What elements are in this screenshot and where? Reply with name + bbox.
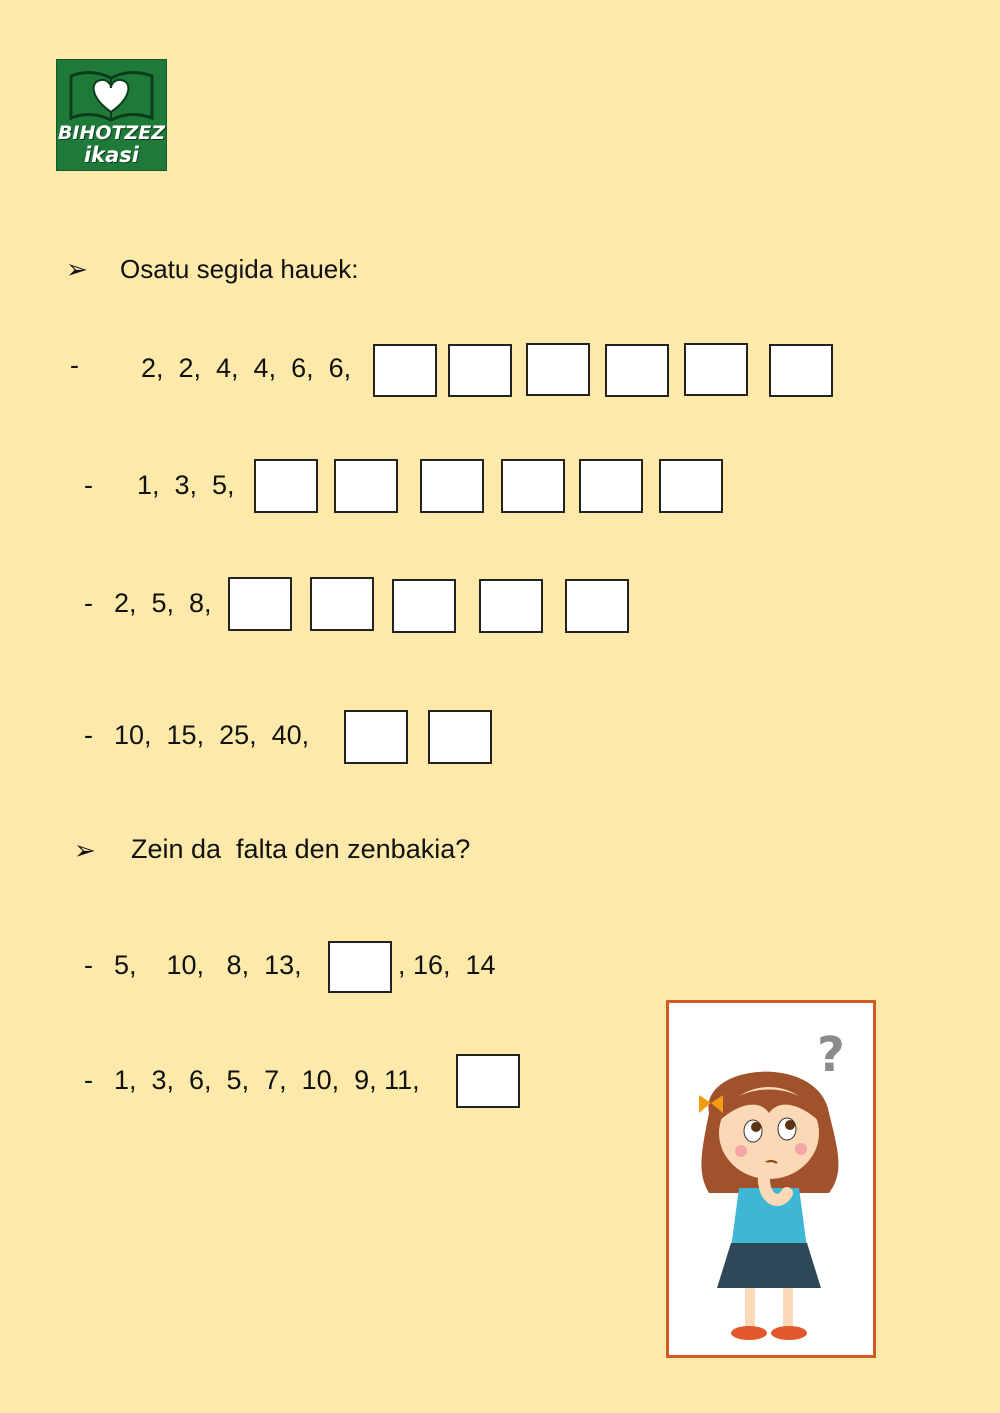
answer-box[interactable] (605, 344, 669, 397)
answer-box[interactable] (526, 343, 590, 396)
answer-box[interactable] (479, 579, 543, 633)
missing-sequence-text-1a: 5, 10, 8, 13, (114, 950, 302, 980)
section-heading-missing-number: Zein da falta den zenbakia? (131, 834, 471, 864)
answer-box[interactable] (254, 459, 318, 513)
answer-box[interactable] (769, 344, 833, 397)
answer-box[interactable] (684, 343, 748, 396)
row-dash: - (84, 950, 93, 980)
bullet-arrow-icon: ➢ (74, 835, 96, 865)
answer-box[interactable] (373, 344, 437, 397)
sequence-text-2: 1, 3, 5, (137, 470, 235, 500)
answer-box[interactable] (328, 941, 392, 993)
thinking-girl-illustration (666, 1000, 876, 1358)
answer-box[interactable] (428, 710, 492, 764)
answer-box[interactable] (659, 459, 723, 513)
missing-sequence-text-2: 1, 3, 6, 5, 7, 10, 9, 11, (114, 1065, 420, 1095)
row-dash: - (84, 1065, 93, 1095)
answer-box[interactable] (392, 579, 456, 633)
row-dash: - (70, 350, 79, 380)
answer-box[interactable] (344, 710, 408, 764)
bullet-arrow-icon: ➢ (66, 254, 88, 284)
answer-box[interactable] (501, 459, 565, 513)
answer-box[interactable] (334, 459, 398, 513)
missing-sequence-text-1b: , 16, 14 (398, 950, 496, 980)
sequence-text-3: 2, 5, 8, (114, 588, 212, 618)
answer-box[interactable] (565, 579, 629, 633)
row-dash: - (84, 470, 93, 500)
answer-box[interactable] (456, 1054, 520, 1108)
answer-box[interactable] (420, 459, 484, 513)
row-dash: - (84, 588, 93, 618)
logo-text-line1: BIHOTZEZ (57, 122, 166, 144)
logo-text-line2: ikasi (83, 143, 140, 167)
answer-box[interactable] (310, 577, 374, 631)
sequence-text-1: 2, 2, 4, 4, 6, 6, (141, 353, 352, 383)
section-heading-complete-sequences: Osatu segida hauek: (120, 254, 359, 284)
row-dash: - (84, 720, 93, 750)
answer-box[interactable] (228, 577, 292, 631)
answer-box[interactable] (579, 459, 643, 513)
question-mark-icon: ? (817, 1027, 845, 1083)
answer-box[interactable] (448, 344, 512, 397)
bihotzez-ikasi-logo (56, 59, 167, 171)
sequence-text-4: 10, 15, 25, 40, (114, 720, 310, 750)
thinking-girl-icon (669, 1003, 873, 1355)
